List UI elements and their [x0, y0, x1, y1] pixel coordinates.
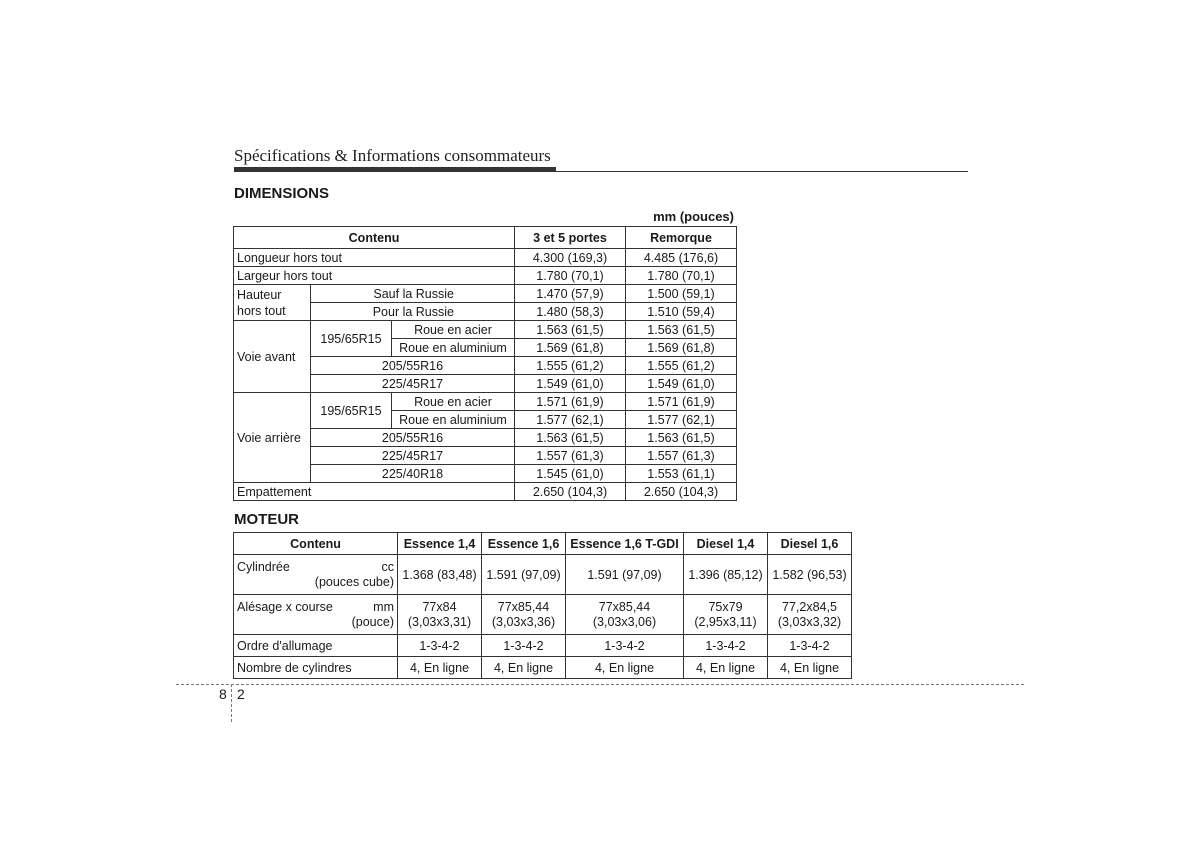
- row-label: 225/45R17: [311, 447, 515, 465]
- unit-label: cc: [381, 559, 394, 574]
- group-label-voie-avant: Voie avant: [234, 321, 311, 393]
- cell-value: 4, En ligne: [566, 657, 684, 679]
- row-label: Sauf la Russie: [311, 285, 515, 303]
- dimensions-unit-note: mm (pouces): [653, 209, 734, 224]
- cell-value: 1-3-4-2: [566, 635, 684, 657]
- cell-value: 1.563 (61,5): [626, 429, 737, 447]
- cell-value: 1.582 (96,53): [768, 555, 852, 595]
- cell-value: [768, 595, 852, 635]
- unit-label: (pouces cube): [314, 574, 394, 589]
- cell-value: 1.780 (70,1): [626, 267, 737, 285]
- header-cell: Diesel 1,4: [684, 533, 768, 555]
- row-label: 205/55R16: [311, 429, 515, 447]
- cell-value: 1.545 (61,0): [515, 465, 626, 483]
- header-cell: Essence 1,6: [482, 533, 566, 555]
- row-label: Longueur hors tout: [234, 249, 515, 267]
- cell-value: 4.485 (176,6): [626, 249, 737, 267]
- table-header-row: [234, 227, 737, 249]
- moteur-table: [233, 532, 852, 679]
- table-row: [234, 393, 737, 411]
- row-label: Pour la Russie: [311, 303, 515, 321]
- cell-value: 1.480 (58,3): [515, 303, 626, 321]
- table-header-row: [234, 533, 852, 555]
- cell-value: 1.549 (61,0): [626, 375, 737, 393]
- cell-value: 4, En ligne: [398, 657, 482, 679]
- cell-value: 1-3-4-2: [684, 635, 768, 657]
- row-label: Empattement: [234, 483, 515, 501]
- header-remorque: Remorque: [626, 227, 737, 249]
- cell-value: [566, 595, 684, 635]
- value-line: 77x84: [422, 599, 457, 614]
- cell-value: 1.571 (61,9): [626, 393, 737, 411]
- cell-value: 1-3-4-2: [768, 635, 852, 657]
- moteur-title: MOTEUR: [234, 511, 299, 528]
- cell-value: 1-3-4-2: [398, 635, 482, 657]
- table-row: [234, 657, 852, 679]
- value-line: 75x79: [708, 599, 743, 614]
- header-cell: Essence 1,6 T-GDI: [566, 533, 684, 555]
- cell-value: 1.563 (61,5): [515, 321, 626, 339]
- cell-value: [482, 595, 566, 635]
- row-label-cylindree: [234, 555, 398, 595]
- cell-value: 4, En ligne: [684, 657, 768, 679]
- row-label: 205/55R16: [311, 357, 515, 375]
- cell-value: 1.563 (61,5): [515, 429, 626, 447]
- cell-value: 1.549 (61,0): [515, 375, 626, 393]
- row-label: Cylindrée: [237, 559, 290, 574]
- footer-divider: [176, 684, 1024, 685]
- row-label: Alésage x course: [237, 599, 333, 614]
- cell-value: 2.650 (104,3): [626, 483, 737, 501]
- value-line: 77,2x84,5: [782, 599, 837, 614]
- cell-value: 1.557 (61,3): [515, 447, 626, 465]
- cell-value: 1.555 (61,2): [626, 357, 737, 375]
- row-label: Roue en acier: [392, 321, 515, 339]
- cell-value: 1.500 (59,1): [626, 285, 737, 303]
- table-row: [234, 249, 737, 267]
- row-label: Roue en acier: [392, 393, 515, 411]
- row-label: 225/45R17: [311, 375, 515, 393]
- cell-value: 1.780 (70,1): [515, 267, 626, 285]
- group-label-hauteur: [234, 285, 311, 321]
- row-label: Roue en aluminium: [392, 339, 515, 357]
- cell-value: 1.553 (61,1): [626, 465, 737, 483]
- cell-value: 1.577 (62,1): [626, 411, 737, 429]
- table-row: [234, 635, 852, 657]
- footer-page-divider: [231, 684, 232, 722]
- cell-value: 1.569 (61,8): [626, 339, 737, 357]
- cell-value: 4, En ligne: [768, 657, 852, 679]
- group-label-voie-arriere: Voie arrière: [234, 393, 311, 483]
- unit-label: mm: [373, 599, 394, 614]
- row-label: Roue en aluminium: [392, 411, 515, 429]
- cell-value: [684, 595, 768, 635]
- cell-value: 1.591 (97,09): [482, 555, 566, 595]
- value-line: (3,03x3,32): [777, 614, 842, 629]
- value-line: 77x85,44: [598, 599, 651, 614]
- value-line: (3,03x3,31): [407, 614, 472, 629]
- table-row: [234, 555, 852, 595]
- row-label-alesage: [234, 595, 398, 635]
- row-label: 225/40R18: [311, 465, 515, 483]
- table-row: [234, 267, 737, 285]
- page-header-title: Spécifications & Informations consommateurs: [234, 146, 551, 165]
- header-cell: Contenu: [234, 533, 398, 555]
- group-label-line: Hauteur: [237, 287, 282, 302]
- row-label: Largeur hors tout: [234, 267, 515, 285]
- group-label-line: hors tout: [237, 303, 286, 318]
- cell-value: [398, 595, 482, 635]
- header-rule: [234, 171, 968, 172]
- cell-value: 4, En ligne: [482, 657, 566, 679]
- cell-value: 1.396 (85,12): [684, 555, 768, 595]
- cell-value: 1.470 (57,9): [515, 285, 626, 303]
- cell-value: 1.555 (61,2): [515, 357, 626, 375]
- dimensions-table: [233, 226, 737, 501]
- header-cell: Essence 1,4: [398, 533, 482, 555]
- table-row: [234, 285, 737, 303]
- cell-value: 1.577 (62,1): [515, 411, 626, 429]
- row-label: Nombre de cylindres: [234, 657, 398, 679]
- cell-value: 1.563 (61,5): [626, 321, 737, 339]
- cell-value: 1.569 (61,8): [515, 339, 626, 357]
- value-line: (2,95x3,11): [694, 614, 757, 629]
- value-line: (3,03x3,36): [491, 614, 556, 629]
- value-line: 77x85,44: [497, 599, 550, 614]
- cell-value: 1-3-4-2: [482, 635, 566, 657]
- tyre-group-label: 195/65R15: [311, 393, 392, 429]
- cell-value: 1.510 (59,4): [626, 303, 737, 321]
- table-row: [234, 595, 852, 635]
- cell-value: 1.571 (61,9): [515, 393, 626, 411]
- cell-value: 1.368 (83,48): [398, 555, 482, 595]
- row-label: Ordre d'allumage: [234, 635, 398, 657]
- header-contenu: Contenu: [234, 227, 515, 249]
- tyre-group-label: 195/65R15: [311, 321, 392, 357]
- page-number-page: 2: [237, 686, 245, 702]
- table-row: [234, 483, 737, 501]
- dimensions-title: DIMENSIONS: [234, 185, 330, 202]
- header-3-5-portes: 3 et 5 portes: [515, 227, 626, 249]
- cell-value: 4.300 (169,3): [515, 249, 626, 267]
- cell-value: 2.650 (104,3): [515, 483, 626, 501]
- value-line: (3,03x3,06): [592, 614, 657, 629]
- cell-value: 1.591 (97,09): [566, 555, 684, 595]
- cell-value: 1.557 (61,3): [626, 447, 737, 465]
- unit-label: (pouce): [351, 614, 394, 629]
- page-number-section: 8: [219, 686, 227, 702]
- header-cell: Diesel 1,6: [768, 533, 852, 555]
- table-row: [234, 321, 737, 339]
